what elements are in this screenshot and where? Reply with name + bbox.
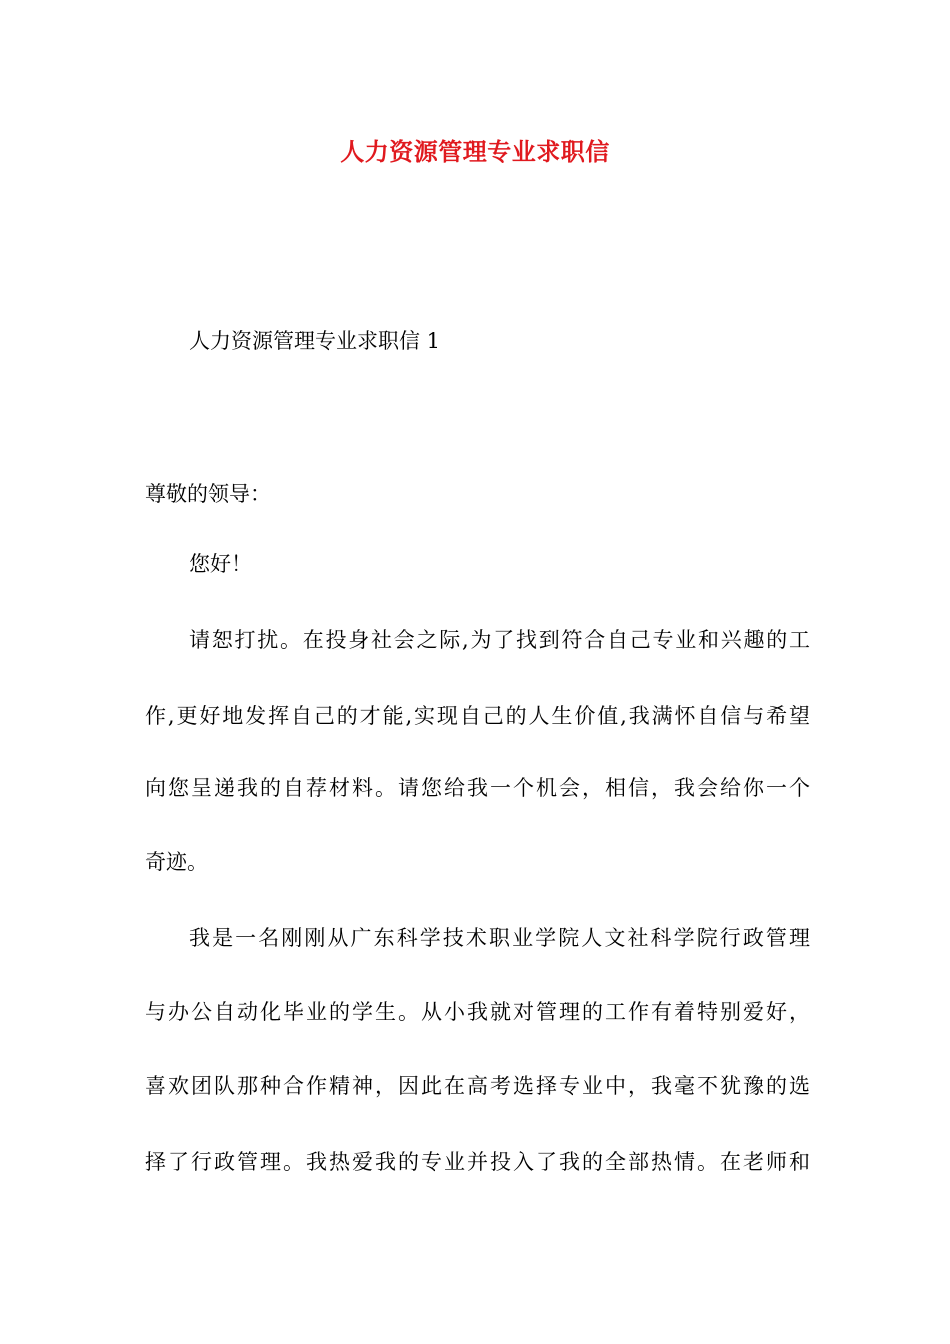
paragraph2-line: 喜欢团队那种合作精神，因此在高考选择专业中，我毫不犹豫的选 <box>145 1074 810 1098</box>
paragraph2-line: 与办公自动化毕业的学生。从小我就对管理的工作有着特别爱好， <box>145 1000 810 1024</box>
paragraph2-line: 择了行政管理。我热爱我的专业并投入了我的全部热情。在老师和 <box>145 1150 810 1174</box>
paragraph1-line: 向您呈递我的自荐材料。请您给我一个机会，相信，我会给你一个 <box>145 776 810 800</box>
paragraph1-line: 奇迹。 <box>145 850 208 874</box>
paragraph1-line: 作,更好地发挥自己的才能,实现自己的人生价值,我满怀自信与希望 <box>145 704 810 728</box>
document-title: 人力资源管理专业求职信 <box>340 137 610 166</box>
paragraph2-line: 我是一名刚刚从广东科学技术职业学院人文社科学院行政管理 <box>189 926 810 950</box>
salutation: 尊敬的领导： <box>145 482 271 506</box>
letter-heading: 人力资源管理专业求职信 1 <box>189 329 441 353</box>
greeting: 您好！ <box>189 552 252 576</box>
paragraph1-line: 请恕打扰。在投身社会之际,为了找到符合自己专业和兴趣的工 <box>189 628 810 652</box>
